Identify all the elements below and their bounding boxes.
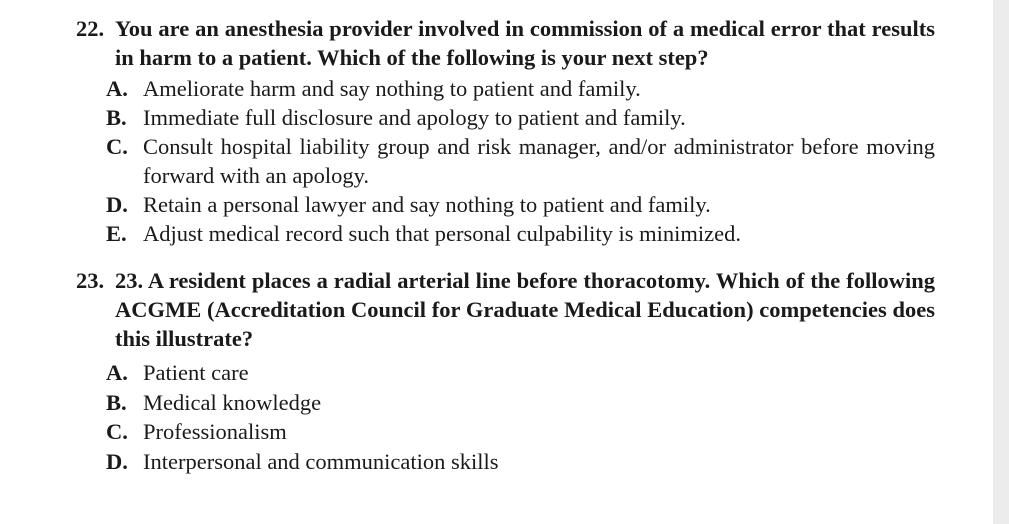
option-text: Patient care (143, 360, 249, 385)
answer-option-e (0, 219, 935, 248)
option-letter: D. (106, 192, 128, 217)
answer-option-a (0, 358, 935, 388)
option-text: Adjust medical record such that personal culpability is minimized. (143, 221, 741, 246)
answer-option-b (0, 388, 935, 418)
answer-option-a (0, 74, 935, 103)
option-text: Consult hospital liability group and risk manager, and/or administrator before moving forward with an apology. (143, 134, 935, 188)
option-text: Professionalism (143, 419, 287, 444)
question-text: You are an anesthesia provider involved in commission of a medical error that results in harm to a patient. Which of the following is your next step? (115, 16, 935, 70)
option-letter: C. (106, 419, 128, 444)
answer-option-c (0, 132, 935, 190)
option-text: Immediate full disclosure and apology to patient and family. (143, 105, 686, 130)
option-letter: D. (106, 448, 128, 474)
option-letter: B. (106, 389, 127, 415)
option-letter: E. (106, 221, 127, 246)
question-text: 23. A resident places a radial arterial line before thoracotomy. Which of the following ACGME (Accreditation Council for Graduate Medical Education) competencies does this illustrate? (115, 268, 935, 351)
option-text: Retain a personal lawyer and say nothing to patient and family. (143, 192, 711, 217)
question-stem (0, 14, 935, 72)
answer-options (0, 358, 935, 476)
answer-option-c (0, 417, 935, 447)
answer-option-b (0, 103, 935, 132)
question-23 (0, 266, 935, 476)
question-number: 22. (76, 16, 105, 41)
option-text: Interpersonal and communication skills (143, 448, 499, 474)
question-22 (0, 14, 935, 248)
question-stem (0, 266, 935, 353)
option-letter: C. (106, 134, 128, 159)
page-edge-strip (993, 0, 1009, 524)
question-number: 23. (76, 268, 105, 293)
option-letter: B. (106, 105, 127, 130)
answer-option-d (0, 190, 935, 219)
option-text: Medical knowledge (143, 389, 322, 415)
option-letter: A. (106, 76, 128, 101)
answer-option-d (0, 447, 935, 477)
answer-options (0, 74, 935, 248)
option-letter: A. (106, 360, 128, 385)
option-text: Ameliorate harm and say nothing to patient and family. (143, 76, 641, 101)
